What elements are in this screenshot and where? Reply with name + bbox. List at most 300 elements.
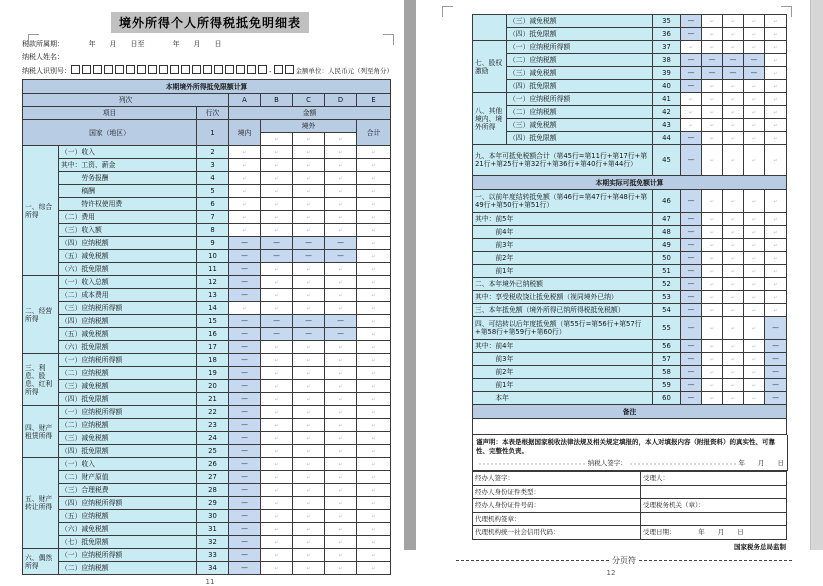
amount-cell-b[interactable]	[702, 119, 723, 132]
amount-cell-e[interactable]	[765, 239, 787, 252]
amount-cell-c[interactable]	[723, 145, 744, 176]
amount-cell-a[interactable]	[681, 41, 702, 54]
amount-cell-a[interactable]: —	[229, 393, 261, 406]
amount-cell-e[interactable]	[357, 198, 391, 211]
amount-cell-b[interactable]	[261, 562, 293, 575]
id-digit-box[interactable]	[203, 65, 212, 74]
taxpayer-id-boxes[interactable]	[71, 65, 296, 76]
amount-cell-a[interactable]: —	[681, 379, 702, 392]
id-digit-box[interactable]	[247, 65, 256, 74]
amount-cell-c[interactable]	[293, 458, 325, 471]
amount-cell-c[interactable]: —	[293, 237, 325, 250]
amount-cell-a[interactable]: —	[229, 367, 261, 380]
amount-cell-e[interactable]	[357, 445, 391, 458]
amount-cell-e[interactable]	[357, 471, 391, 484]
amount-cell-b[interactable]	[702, 213, 723, 226]
amount-cell-b[interactable]	[261, 471, 293, 484]
amount-cell-b[interactable]	[261, 302, 293, 315]
amount-cell-d[interactable]: —	[325, 237, 357, 250]
amount-cell-a[interactable]	[681, 93, 702, 106]
amount-cell-a[interactable]: —	[229, 354, 261, 367]
amount-cell-a[interactable]: —	[681, 15, 702, 28]
amount-cell-d[interactable]	[744, 265, 765, 278]
amount-cell-d[interactable]	[744, 317, 765, 340]
amount-cell-b[interactable]: —	[261, 315, 293, 328]
signature-right-cell[interactable]: 受理日期： 年 月 日	[641, 526, 787, 540]
amount-cell-c[interactable]	[723, 132, 744, 145]
amount-cell-b[interactable]	[702, 190, 723, 213]
amount-cell-b[interactable]: —	[702, 54, 723, 67]
amount-cell-d[interactable]	[325, 224, 357, 237]
amount-cell-b[interactable]	[261, 159, 293, 172]
amount-cell-d[interactable]	[744, 278, 765, 291]
amount-cell-e[interactable]	[357, 276, 391, 289]
amount-cell-e[interactable]	[765, 106, 787, 119]
amount-cell-c[interactable]	[293, 367, 325, 380]
amount-cell-d[interactable]	[325, 146, 357, 159]
amount-cell-d[interactable]: —	[325, 250, 357, 263]
amount-cell-d[interactable]	[325, 484, 357, 497]
amount-cell-b[interactable]	[261, 393, 293, 406]
amount-cell-b[interactable]	[702, 106, 723, 119]
amount-cell-a[interactable]: —	[229, 341, 261, 354]
amount-cell-b[interactable]: —	[261, 250, 293, 263]
amount-cell-e[interactable]: —	[765, 340, 787, 353]
amount-cell-d[interactable]	[325, 406, 357, 419]
id-digit-box[interactable]	[82, 65, 91, 74]
amount-cell-c[interactable]	[293, 471, 325, 484]
amount-cell-c[interactable]: —	[293, 250, 325, 263]
id-digit-box[interactable]	[93, 65, 102, 74]
amount-cell-d[interactable]	[744, 93, 765, 106]
amount-cell-b[interactable]	[261, 497, 293, 510]
amount-cell-a[interactable]: —	[229, 276, 261, 289]
amount-cell-d[interactable]	[744, 119, 765, 132]
vertical-scrollbar[interactable]	[810, 0, 823, 550]
amount-cell-b[interactable]	[702, 392, 723, 405]
amount-cell-d[interactable]	[325, 419, 357, 432]
amount-cell-e[interactable]	[357, 237, 391, 250]
amount-cell-d[interactable]	[744, 41, 765, 54]
amount-cell-c[interactable]	[723, 80, 744, 93]
amount-cell-a[interactable]: —	[229, 562, 261, 575]
amount-cell-e[interactable]	[357, 523, 391, 536]
amount-cell-b[interactable]	[702, 291, 723, 304]
amount-cell-b[interactable]	[702, 340, 723, 353]
amount-cell-e[interactable]	[357, 458, 391, 471]
amount-cell-c[interactable]	[723, 317, 744, 340]
amount-cell-c[interactable]	[293, 536, 325, 549]
amount-cell-c[interactable]	[293, 419, 325, 432]
amount-cell-e[interactable]	[765, 278, 787, 291]
amount-cell-a[interactable]: —	[681, 132, 702, 145]
amount-cell-a[interactable]: —	[229, 419, 261, 432]
amount-cell-a[interactable]: —	[229, 445, 261, 458]
amount-cell-a[interactable]: —	[681, 252, 702, 265]
amount-cell-a[interactable]	[229, 146, 261, 159]
amount-cell-e[interactable]	[357, 341, 391, 354]
amount-cell-a[interactable]: —	[229, 484, 261, 497]
amount-cell-a[interactable]	[229, 172, 261, 185]
signature-right-cell[interactable]	[641, 485, 787, 499]
amount-cell-b[interactable]	[261, 458, 293, 471]
signature-left-cell[interactable]: 经办人身份证件号码：	[473, 499, 641, 513]
amount-cell-c[interactable]	[293, 289, 325, 302]
amount-cell-e[interactable]	[357, 419, 391, 432]
amount-cell-b[interactable]	[702, 80, 723, 93]
amount-cell-a[interactable]: —	[681, 28, 702, 41]
amount-cell-b[interactable]	[702, 15, 723, 28]
amount-cell-a[interactable]: —	[681, 392, 702, 405]
id-digit-box[interactable]	[126, 65, 135, 74]
amount-cell-e[interactable]	[357, 354, 391, 367]
amount-cell-e[interactable]	[357, 250, 391, 263]
amount-cell-c[interactable]	[723, 213, 744, 226]
amount-cell-a[interactable]	[681, 119, 702, 132]
amount-cell-b[interactable]	[261, 341, 293, 354]
amount-cell-c[interactable]	[293, 393, 325, 406]
amount-cell-c[interactable]	[293, 432, 325, 445]
amount-cell-e[interactable]	[357, 289, 391, 302]
amount-cell-d[interactable]	[325, 185, 357, 198]
amount-cell-c[interactable]	[723, 106, 744, 119]
amount-cell-a[interactable]: —	[681, 239, 702, 252]
amount-cell-c[interactable]	[293, 198, 325, 211]
amount-cell-c[interactable]	[293, 510, 325, 523]
amount-cell-d[interactable]	[325, 393, 357, 406]
amount-cell-c[interactable]	[723, 340, 744, 353]
amount-cell-e[interactable]	[765, 291, 787, 304]
amount-cell-d[interactable]	[744, 252, 765, 265]
amount-cell-b[interactable]: —	[261, 237, 293, 250]
amount-cell-e[interactable]	[357, 224, 391, 237]
signature-right-cell[interactable]	[641, 512, 787, 526]
amount-cell-d[interactable]	[325, 198, 357, 211]
amount-cell-c[interactable]	[293, 484, 325, 497]
amount-cell-a[interactable]: —	[229, 549, 261, 562]
id-digit-box[interactable]	[236, 65, 245, 74]
id-digit-box[interactable]	[181, 65, 190, 74]
amount-cell-b[interactable]: —	[702, 67, 723, 80]
id-digit-box[interactable]	[225, 65, 234, 74]
id-digit-box[interactable]	[104, 65, 113, 74]
amount-cell-e[interactable]	[765, 190, 787, 213]
amount-cell-c[interactable]	[723, 226, 744, 239]
amount-cell-b[interactable]	[261, 406, 293, 419]
amount-cell-c[interactable]	[723, 190, 744, 213]
amount-cell-c[interactable]	[293, 380, 325, 393]
taxpayer-name-line[interactable]: 纳税人姓名：	[22, 53, 64, 61]
amount-cell-a[interactable]: —	[681, 353, 702, 366]
amount-cell-c[interactable]	[723, 239, 744, 252]
amount-cell-a[interactable]: —	[229, 328, 261, 341]
amount-cell-b[interactable]	[261, 185, 293, 198]
id-digit-box[interactable]	[285, 65, 294, 74]
amount-cell-d[interactable]	[744, 15, 765, 28]
amount-cell-d[interactable]	[325, 289, 357, 302]
amount-cell-e[interactable]	[357, 562, 391, 575]
amount-cell-d[interactable]	[325, 432, 357, 445]
amount-cell-c[interactable]	[293, 562, 325, 575]
amount-cell-b[interactable]	[261, 354, 293, 367]
signature-right-cell[interactable]: 受理税务机关（章）：	[641, 499, 787, 513]
amount-cell-b[interactable]	[702, 132, 723, 145]
amount-cell-e[interactable]	[357, 367, 391, 380]
amount-cell-d[interactable]	[744, 226, 765, 239]
amount-cell-d[interactable]	[325, 549, 357, 562]
amount-cell-a[interactable]: —	[229, 315, 261, 328]
amount-cell-e[interactable]	[357, 536, 391, 549]
id-digit-box[interactable]	[214, 65, 223, 74]
amount-cell-a[interactable]	[229, 302, 261, 315]
amount-cell-a[interactable]: —	[681, 278, 702, 291]
amount-cell-a[interactable]: —	[229, 536, 261, 549]
amount-cell-a[interactable]: —	[681, 190, 702, 213]
id-digit-box[interactable]	[274, 65, 283, 74]
amount-cell-e[interactable]	[357, 185, 391, 198]
amount-cell-d[interactable]	[325, 497, 357, 510]
amount-cell-d[interactable]	[744, 190, 765, 213]
amount-cell-c[interactable]	[293, 146, 325, 159]
amount-cell-e[interactable]	[357, 315, 391, 328]
amount-cell-d[interactable]	[744, 213, 765, 226]
amount-cell-d[interactable]	[325, 536, 357, 549]
amount-cell-b[interactable]	[702, 145, 723, 176]
amount-cell-e[interactable]	[357, 406, 391, 419]
id-digit-box[interactable]	[192, 65, 201, 74]
amount-cell-d[interactable]	[744, 28, 765, 41]
amount-cell-a[interactable]: —	[229, 289, 261, 302]
amount-cell-e[interactable]: —	[765, 379, 787, 392]
amount-cell-d[interactable]	[744, 145, 765, 176]
signature-left-cell[interactable]: 代理机构签章：	[473, 512, 641, 526]
amount-cell-b[interactable]	[261, 211, 293, 224]
amount-cell-d[interactable]	[325, 380, 357, 393]
amount-cell-e[interactable]	[357, 146, 391, 159]
amount-cell-b[interactable]	[702, 41, 723, 54]
amount-cell-c[interactable]: —	[723, 67, 744, 80]
amount-cell-d[interactable]	[325, 263, 357, 276]
amount-cell-e[interactable]	[357, 484, 391, 497]
amount-cell-e[interactable]	[765, 213, 787, 226]
amount-cell-c[interactable]	[293, 523, 325, 536]
amount-cell-b[interactable]	[261, 549, 293, 562]
amount-cell-a[interactable]: —	[681, 304, 702, 317]
amount-cell-c[interactable]: —	[293, 315, 325, 328]
amount-cell-d[interactable]	[325, 367, 357, 380]
amount-cell-c[interactable]	[723, 304, 744, 317]
amount-cell-d[interactable]	[744, 379, 765, 392]
amount-cell-d[interactable]	[325, 276, 357, 289]
amount-cell-e[interactable]	[765, 67, 787, 80]
amount-cell-c[interactable]	[723, 252, 744, 265]
amount-cell-e[interactable]	[357, 263, 391, 276]
amount-cell-a[interactable]: —	[229, 432, 261, 445]
amount-cell-b[interactable]	[702, 93, 723, 106]
amount-cell-d[interactable]	[325, 510, 357, 523]
amount-cell-c[interactable]	[293, 159, 325, 172]
amount-cell-c[interactable]: —	[723, 54, 744, 67]
amount-cell-c[interactable]	[723, 353, 744, 366]
amount-cell-e[interactable]	[765, 304, 787, 317]
amount-cell-d[interactable]	[744, 340, 765, 353]
amount-cell-b[interactable]	[261, 263, 293, 276]
amount-cell-b[interactable]	[261, 445, 293, 458]
amount-cell-d[interactable]	[325, 341, 357, 354]
amount-cell-d[interactable]: —	[325, 328, 357, 341]
id-digit-box[interactable]	[137, 65, 146, 74]
amount-cell-e[interactable]	[765, 54, 787, 67]
amount-cell-b[interactable]	[261, 536, 293, 549]
amount-cell-e[interactable]	[765, 119, 787, 132]
amount-cell-d[interactable]	[325, 562, 357, 575]
amount-cell-e[interactable]	[357, 380, 391, 393]
amount-cell-a[interactable]	[229, 211, 261, 224]
amount-cell-a[interactable]: —	[681, 67, 702, 80]
amount-cell-b[interactable]	[702, 366, 723, 379]
amount-cell-d[interactable]: —	[744, 67, 765, 80]
id-digit-box[interactable]	[115, 65, 124, 74]
amount-cell-b[interactable]	[702, 353, 723, 366]
amount-cell-a[interactable]	[229, 159, 261, 172]
amount-cell-b[interactable]	[702, 239, 723, 252]
amount-cell-e[interactable]	[765, 93, 787, 106]
amount-cell-d[interactable]	[744, 239, 765, 252]
amount-cell-e[interactable]	[357, 497, 391, 510]
amount-cell-c[interactable]	[293, 172, 325, 185]
amount-cell-a[interactable]: —	[681, 145, 702, 176]
amount-cell-d[interactable]	[744, 366, 765, 379]
amount-cell-c[interactable]	[723, 93, 744, 106]
amount-cell-a[interactable]: —	[681, 226, 702, 239]
amount-cell-e[interactable]: —	[765, 317, 787, 340]
amount-cell-b[interactable]	[261, 432, 293, 445]
amount-cell-a[interactable]: —	[229, 471, 261, 484]
amount-cell-e[interactable]	[357, 328, 391, 341]
amount-cell-e[interactable]	[357, 172, 391, 185]
taxpayer-sign-space[interactable]	[629, 460, 737, 468]
amount-cell-e[interactable]	[357, 432, 391, 445]
amount-cell-b[interactable]	[702, 379, 723, 392]
amount-cell-d[interactable]	[325, 172, 357, 185]
amount-cell-b[interactable]	[261, 172, 293, 185]
amount-cell-a[interactable]: —	[229, 458, 261, 471]
amount-cell-b[interactable]	[261, 224, 293, 237]
amount-cell-d[interactable]	[325, 159, 357, 172]
amount-cell-e[interactable]	[357, 549, 391, 562]
amount-cell-e[interactable]	[765, 265, 787, 278]
amount-cell-d[interactable]	[744, 392, 765, 405]
amount-cell-a[interactable]: —	[229, 250, 261, 263]
amount-cell-e[interactable]	[765, 252, 787, 265]
amount-cell-c[interactable]	[723, 392, 744, 405]
amount-cell-a[interactable]: —	[229, 523, 261, 536]
amount-cell-c[interactable]	[293, 211, 325, 224]
amount-cell-c[interactable]	[723, 379, 744, 392]
id-digit-box[interactable]	[71, 65, 80, 74]
amount-cell-a[interactable]	[229, 198, 261, 211]
amount-cell-a[interactable]	[681, 106, 702, 119]
amount-cell-d[interactable]	[744, 291, 765, 304]
signature-left-cell[interactable]: 代理机构统一社会信用代码：	[473, 526, 641, 540]
id-digit-box[interactable]	[148, 65, 157, 74]
amount-cell-a[interactable]: —	[681, 340, 702, 353]
amount-cell-a[interactable]: —	[229, 510, 261, 523]
amount-cell-e[interactable]	[765, 28, 787, 41]
amount-cell-d[interactable]: —	[325, 315, 357, 328]
amount-cell-c[interactable]	[723, 15, 744, 28]
amount-cell-c[interactable]	[293, 263, 325, 276]
id-digit-box[interactable]	[159, 65, 168, 74]
amount-cell-b[interactable]	[261, 484, 293, 497]
signature-left-cell[interactable]: 经办人签字：	[473, 472, 641, 486]
amount-cell-a[interactable]: —	[681, 291, 702, 304]
amount-cell-d[interactable]	[325, 471, 357, 484]
amount-cell-b[interactable]	[261, 289, 293, 302]
amount-cell-a[interactable]: —	[681, 54, 702, 67]
amount-cell-c[interactable]	[293, 497, 325, 510]
amount-cell-b[interactable]	[702, 304, 723, 317]
amount-cell-c[interactable]	[723, 41, 744, 54]
amount-cell-c[interactable]	[293, 185, 325, 198]
amount-cell-c[interactable]	[723, 28, 744, 41]
amount-cell-e[interactable]	[765, 41, 787, 54]
amount-cell-d[interactable]	[325, 523, 357, 536]
amount-cell-c[interactable]: —	[293, 328, 325, 341]
amount-cell-d[interactable]	[744, 304, 765, 317]
amount-cell-b[interactable]: —	[261, 328, 293, 341]
amount-cell-b[interactable]	[702, 317, 723, 340]
amount-cell-a[interactable]: —	[681, 366, 702, 379]
amount-cell-d[interactable]	[325, 211, 357, 224]
amount-cell-a[interactable]: —	[229, 237, 261, 250]
amount-cell-d[interactable]	[744, 353, 765, 366]
amount-cell-c[interactable]	[293, 549, 325, 562]
amount-cell-d[interactable]	[744, 132, 765, 145]
amount-cell-e[interactable]	[357, 302, 391, 315]
amount-cell-e[interactable]	[765, 145, 787, 176]
amount-cell-e[interactable]	[357, 159, 391, 172]
amount-cell-d[interactable]	[325, 445, 357, 458]
amount-cell-c[interactable]	[293, 354, 325, 367]
amount-cell-b[interactable]	[261, 367, 293, 380]
amount-cell-e[interactable]	[765, 80, 787, 93]
country-name-cell[interactable]	[293, 133, 325, 146]
amount-cell-d[interactable]	[744, 80, 765, 93]
amount-cell-e[interactable]	[765, 132, 787, 145]
amount-cell-d[interactable]	[325, 302, 357, 315]
amount-cell-c[interactable]	[723, 265, 744, 278]
amount-cell-e[interactable]: —	[765, 392, 787, 405]
amount-cell-c[interactable]	[723, 366, 744, 379]
amount-cell-a[interactable]: —	[681, 213, 702, 226]
amount-cell-c[interactable]	[293, 302, 325, 315]
amount-cell-b[interactable]	[261, 523, 293, 536]
amount-cell-b[interactable]	[702, 278, 723, 291]
amount-cell-c[interactable]	[723, 291, 744, 304]
signature-right-cell[interactable]: 受理人：	[641, 472, 787, 486]
amount-cell-b[interactable]	[702, 265, 723, 278]
amount-cell-e[interactable]	[357, 510, 391, 523]
amount-cell-c[interactable]	[293, 406, 325, 419]
amount-cell-a[interactable]: —	[681, 317, 702, 340]
amount-cell-c[interactable]	[293, 224, 325, 237]
amount-cell-c[interactable]	[723, 119, 744, 132]
amount-cell-b[interactable]	[702, 252, 723, 265]
amount-cell-a[interactable]: —	[229, 380, 261, 393]
amount-cell-c[interactable]	[293, 276, 325, 289]
amount-cell-b[interactable]	[261, 276, 293, 289]
